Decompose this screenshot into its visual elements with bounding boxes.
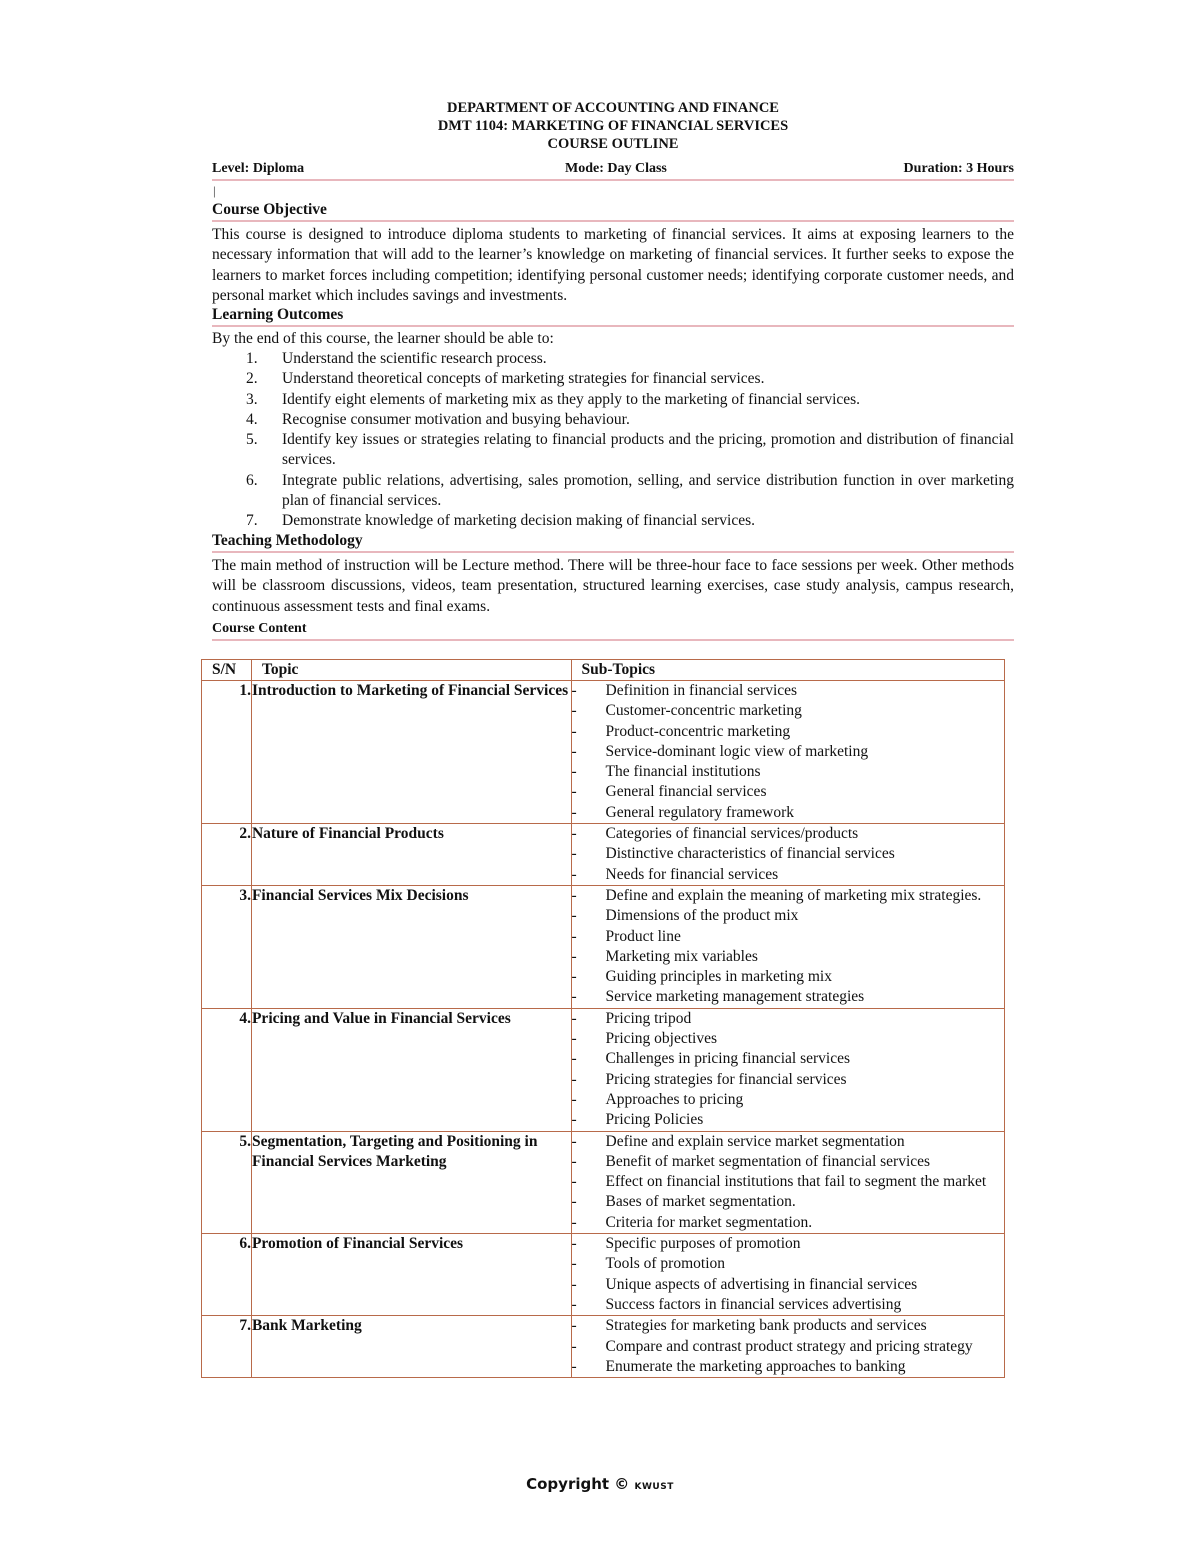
- subtopic-text: Challenges in pricing financial services: [605, 1050, 851, 1068]
- row-topic: Nature of Financial Products: [251, 824, 571, 886]
- course-meta-row: [212, 160, 1014, 181]
- subtopic-bullet: -: [571, 845, 577, 863]
- subtopic-bullet: -: [571, 702, 577, 720]
- row-serial-number: 3.: [202, 885, 252, 1008]
- row-topic: Promotion of Financial Services: [251, 1234, 571, 1316]
- subtopic-bullet: -: [571, 1193, 577, 1211]
- subtopic-text: Guiding principles in marketing mix: [605, 968, 832, 986]
- subtopic-item: [572, 1110, 1004, 1130]
- subtopic-text: Criteria for market segmentation.: [605, 1213, 813, 1231]
- learning-outcome-text: Recognise consumer motivation and busying behaviour.: [282, 410, 630, 428]
- subtopic-bullet: -: [571, 947, 577, 965]
- subtopic-text: Pricing objectives: [605, 1030, 718, 1048]
- teaching-methodology-heading: Teaching Methodology: [212, 531, 1014, 553]
- table-row: [202, 1316, 1005, 1378]
- subtopic-bullet: -: [571, 1357, 577, 1375]
- subtopic-text: Tools of promotion: [605, 1255, 725, 1273]
- subtopic-text: Customer-concentric marketing: [605, 702, 802, 720]
- duration-label: Duration: 3 Hours: [903, 161, 1014, 176]
- subtopic-text: The financial institutions: [605, 763, 761, 781]
- subtopic-item: [572, 1213, 1004, 1233]
- column-header-topic: Topic: [251, 660, 571, 681]
- subtopic-bullet: -: [571, 742, 577, 760]
- row-subtopics: [571, 1008, 1004, 1131]
- learning-outcome-number: 2.: [246, 370, 258, 388]
- learning-outcome-item: [212, 430, 1014, 471]
- subtopic-bullet: -: [571, 886, 577, 904]
- subtopic-text: Product line: [605, 927, 681, 945]
- subtopic-text: Definition in financial services: [605, 682, 798, 699]
- subtopic-bullet: -: [571, 1173, 577, 1191]
- course-objective-heading: Course Objective: [212, 200, 1014, 222]
- subtopic-bullet: -: [571, 722, 577, 740]
- subtopic-bullet: -: [571, 1070, 577, 1088]
- row-serial-number: 2.: [202, 824, 252, 886]
- subtopic-bullet: -: [571, 825, 577, 843]
- subtopic-item: [572, 1009, 1004, 1029]
- learning-outcome-number: 7.: [246, 512, 258, 530]
- subtopic-bullet: -: [571, 1213, 577, 1231]
- subtopic-item: [572, 1049, 1004, 1069]
- subtopic-bullet: -: [571, 1235, 577, 1253]
- learning-outcome-number: 1.: [246, 350, 258, 367]
- subtopic-bullet: -: [571, 763, 577, 781]
- subtopic-bullet: -: [571, 907, 577, 925]
- table-header-row: [202, 660, 1005, 681]
- subtopic-bullet: -: [571, 865, 577, 883]
- table-row: [202, 1131, 1005, 1233]
- subtopic-item: [572, 1070, 1004, 1090]
- table-row: [202, 1008, 1005, 1131]
- learning-outcome-item: [212, 471, 1014, 512]
- subtopic-text: Compare and contrast product strategy and pricing strategy: [605, 1337, 973, 1355]
- course-content-table: [201, 659, 1005, 1378]
- learning-outcome-text: Understand the scientific research process.: [282, 350, 547, 367]
- learning-outcome-text: Understand theoretical concepts of marketing strategies for financial services.: [282, 370, 765, 388]
- subtopic-item: [572, 824, 1004, 844]
- subtopic-item: [572, 762, 1004, 782]
- subtopic-item: [572, 1295, 1004, 1315]
- subtopic-item: [572, 1192, 1004, 1212]
- row-subtopics: [571, 824, 1004, 886]
- subtopic-bullet: -: [571, 1050, 577, 1068]
- subtopic-text: Pricing tripod: [605, 1009, 692, 1027]
- subtopic-bullet: -: [571, 1132, 577, 1150]
- learning-outcome-text: Integrate public relations, advertising, sales promotion, selling, and service distribution function in over marketing plan of financial services.: [282, 471, 1014, 510]
- subtopic-item: [572, 865, 1004, 885]
- subtopic-item: [572, 886, 1004, 906]
- row-serial-number: 5.: [202, 1131, 252, 1233]
- copyright-text: Copyright ©: [526, 1475, 630, 1493]
- subtopic-bullet: -: [571, 1317, 577, 1335]
- document-title: COURSE OUTLINE: [547, 136, 679, 152]
- teaching-methodology-text: The main method of instruction will be Lecture method. There will be three-hour face to face sessions per week. Other methods will be classroom discussions, videos, team presentation, structured learning exercises, case study analysis, campus research, continuous assessment tests and final exams.: [212, 557, 1014, 615]
- column-header-sn: S/N: [202, 660, 252, 681]
- department-title: DEPARTMENT OF ACCOUNTING AND FINANCE: [447, 100, 779, 116]
- copyright-footer: [0, 1474, 1200, 1497]
- table-row: [202, 824, 1005, 886]
- learning-outcome-number: 3.: [246, 390, 258, 408]
- table-body: [202, 681, 1005, 1378]
- learning-outcome-text: Demonstrate knowledge of marketing decision making of financial services.: [282, 512, 756, 530]
- subtopic-item: [572, 947, 1004, 967]
- subtopic-item: [572, 803, 1004, 823]
- row-subtopics: [571, 885, 1004, 1008]
- row-serial-number: 7.: [202, 1316, 252, 1378]
- subtopic-bullet: -: [571, 1295, 577, 1313]
- course-objective-text: This course is designed to introduce diploma students to marketing of financial services. It aims at exposing learners to the necessary information that will add to the learner’s knowledge on marketing of financial services. It further seeks to expose the learners to market forces including competition; identifying personal customer needs; identifying corporate customer needs, and personal market which includes savings and investments.: [212, 226, 1014, 304]
- subtopic-text: Define and explain service market segmentation: [605, 1132, 905, 1150]
- table-row: [202, 885, 1005, 1008]
- subtopic-item: [572, 1090, 1004, 1110]
- subtopic-text: Strategies for marketing bank products and services: [605, 1317, 927, 1335]
- learning-outcome-item: [212, 390, 1014, 410]
- subtopic-item: [572, 1357, 1004, 1377]
- subtopic-item: [572, 1275, 1004, 1295]
- subtopic-item: [572, 701, 1004, 721]
- subtopic-text: Bases of market segmentation.: [605, 1193, 796, 1211]
- subtopic-item: [572, 1234, 1004, 1254]
- subtopic-text: Approaches to pricing: [605, 1090, 744, 1108]
- subtopic-bullet: -: [571, 968, 577, 986]
- row-topic: Segmentation, Targeting and Positioning in Financial Services Marketing: [251, 1131, 571, 1233]
- row-serial-number: 4.: [202, 1008, 252, 1131]
- table-row: [202, 1234, 1005, 1316]
- subtopic-item: [572, 844, 1004, 864]
- learning-outcome-item: [212, 511, 1014, 531]
- row-subtopics: [571, 1131, 1004, 1233]
- row-topic: Introduction to Marketing of Financial Services: [251, 681, 571, 824]
- subtopic-bullet: -: [571, 682, 577, 699]
- subtopic-bullet: -: [571, 783, 577, 801]
- learning-outcome-text: Identify key issues or strategies relating to financial products and the pricing, promotion and distribution of financial services.: [282, 431, 1014, 469]
- row-subtopics: [571, 1316, 1004, 1378]
- subtopic-text: Success factors in financial services advertising: [605, 1295, 902, 1313]
- subtopic-text: Effect on financial institutions that fail to segment the market: [605, 1173, 987, 1191]
- row-topic: Bank Marketing: [251, 1316, 571, 1378]
- subtopic-bullet: -: [571, 1255, 577, 1273]
- subtopic-text: General regulatory framework: [605, 803, 795, 821]
- subtopic-item: [572, 1132, 1004, 1152]
- table-row: [202, 681, 1005, 824]
- learning-outcomes-intro: By the end of this course, the learner should be able to:: [212, 330, 554, 347]
- subtopic-item: [572, 967, 1004, 987]
- subtopic-bullet: -: [571, 988, 577, 1006]
- subtopic-text: Pricing Policies: [605, 1111, 704, 1129]
- row-serial-number: 1.: [202, 681, 252, 824]
- subtopic-item: [572, 742, 1004, 762]
- subtopic-text: Product-concentric marketing: [605, 722, 791, 740]
- subtopic-item: [572, 1337, 1004, 1357]
- subtopic-item: [572, 1172, 1004, 1192]
- column-header-subtopics: Sub-Topics: [571, 660, 1004, 681]
- learning-outcome-item: [212, 349, 1014, 369]
- learning-outcomes-list: [212, 349, 1014, 532]
- row-topic: Financial Services Mix Decisions: [251, 885, 571, 1008]
- learning-outcome-item: [212, 410, 1014, 430]
- course-content-heading: Course Content: [212, 619, 1014, 641]
- mode-label: Mode: Day Class: [565, 161, 667, 176]
- subtopic-text: Marketing mix variables: [605, 947, 758, 965]
- subtopic-item: [572, 1152, 1004, 1172]
- level-label: Level: Diploma: [212, 161, 305, 176]
- subtopic-item: [572, 1254, 1004, 1274]
- subtopic-item: [572, 681, 1004, 701]
- subtopic-bullet: -: [571, 1090, 577, 1108]
- subtopic-item: [572, 1029, 1004, 1049]
- subtopic-item: [572, 782, 1004, 802]
- subtopic-bullet: -: [571, 1009, 577, 1027]
- subtopic-text: Enumerate the marketing approaches to banking: [605, 1357, 906, 1375]
- subtopic-item: [572, 722, 1004, 742]
- copyright-owner: KWUST: [634, 1482, 674, 1492]
- subtopic-text: Dimensions of the product mix: [605, 907, 799, 925]
- learning-outcome-number: 5.: [246, 431, 258, 449]
- text-cursor: |: [213, 183, 216, 198]
- subtopic-item: [572, 1316, 1004, 1336]
- subtopic-text: Benefit of market segmentation of financial services: [605, 1152, 931, 1170]
- subtopic-text: Service-dominant logic view of marketing: [605, 742, 869, 760]
- subtopic-bullet: -: [571, 803, 577, 821]
- subtopic-bullet: -: [571, 1275, 577, 1293]
- row-subtopics: [571, 681, 1004, 824]
- subtopic-text: Specific purposes of promotion: [605, 1235, 801, 1253]
- subtopic-text: Pricing strategies for financial services: [605, 1070, 847, 1088]
- learning-outcome-text: Identify eight elements of marketing mix as they apply to the marketing of financial services.: [282, 390, 861, 408]
- learning-outcome-number: 6.: [246, 471, 258, 489]
- subtopic-item: [572, 906, 1004, 926]
- document-header: [212, 99, 1014, 153]
- row-serial-number: 6.: [202, 1234, 252, 1316]
- subtopic-text: Categories of financial services/products: [605, 825, 859, 843]
- subtopic-text: Needs for financial services: [605, 865, 779, 883]
- subtopic-text: General financial services: [605, 783, 767, 801]
- course-title: DMT 1104: MARKETING OF FINANCIAL SERVICES: [437, 118, 789, 134]
- subtopic-item: [572, 987, 1004, 1007]
- subtopic-text: Service marketing management strategies: [605, 988, 865, 1006]
- subtopic-bullet: -: [571, 1337, 577, 1355]
- subtopic-bullet: -: [571, 1152, 577, 1170]
- subtopic-bullet: -: [571, 1111, 577, 1129]
- learning-outcome-number: 4.: [246, 410, 258, 428]
- subtopic-text: Unique aspects of advertising in financial services: [605, 1275, 918, 1293]
- subtopic-text: Define and explain the meaning of marketing mix strategies.: [605, 886, 982, 904]
- subtopic-bullet: -: [571, 927, 577, 945]
- subtopic-bullet: -: [571, 1030, 577, 1048]
- subtopic-text: Distinctive characteristics of financial services: [605, 845, 895, 863]
- row-subtopics: [571, 1234, 1004, 1316]
- row-topic: Pricing and Value in Financial Services: [251, 1008, 571, 1131]
- subtopic-item: [572, 927, 1004, 947]
- learning-outcomes-heading: Learning Outcomes: [212, 305, 1014, 327]
- learning-outcome-item: [212, 369, 1014, 389]
